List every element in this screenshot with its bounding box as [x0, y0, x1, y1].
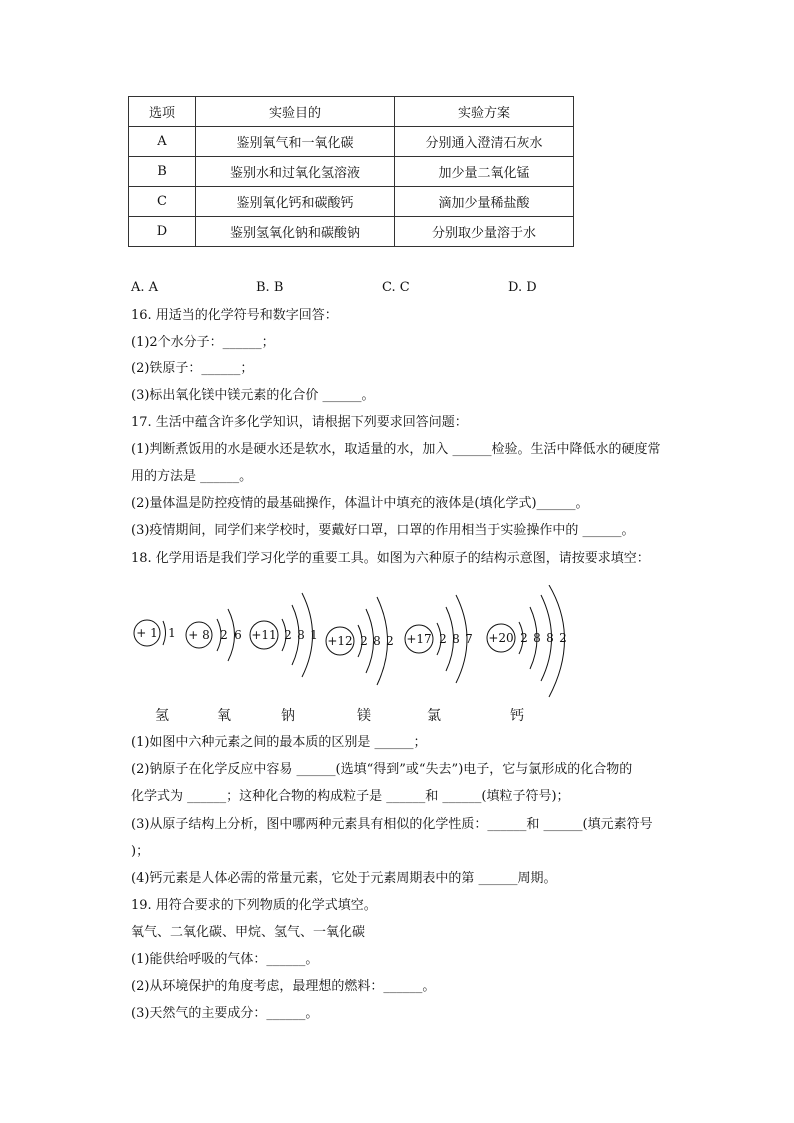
table-row: [129, 217, 574, 247]
question-18-1: (1)如图中六种元素之间的最本质的区别是 ______；: [131, 735, 427, 750]
shell-electrons: 6: [234, 628, 242, 642]
table-cell: 鉴别氢氧化钠和碳酸钠: [196, 217, 395, 247]
electron-shell-arc: [163, 621, 166, 645]
table-cell: 分别取少量溶于水: [395, 217, 574, 247]
table-cell: D: [129, 217, 196, 247]
atom-magnesium: [326, 597, 394, 685]
question-16-2: (2)铁原子：______；: [131, 361, 254, 376]
question-19-stem: 19. 用符合要求的下列物质的化学式填空。: [131, 898, 377, 913]
question-16-3: (3)标出氧化镁中镁元素的化合价 ______。: [131, 388, 375, 403]
nucleus-charge: +11: [251, 628, 277, 642]
shell-electrons: 8: [373, 634, 381, 648]
table-row: [129, 127, 574, 157]
shell-electrons: 8: [533, 631, 541, 645]
question-16-stem: 16. 用适当的化学符号和数字回答：: [131, 308, 338, 323]
question-18-2: (2)钠原子在化学反应中容易 ______(选填“得到”或“失去”)电子，它与氯形成的化合物的: [131, 762, 633, 777]
table-cell: 鉴别水和过氧化氢溶液: [196, 157, 395, 187]
question-19-3: (3)天然气的主要成分：______。: [131, 1006, 319, 1021]
shell-electrons: 7: [465, 632, 473, 646]
element-name-calcium: 钙: [510, 708, 524, 724]
shell-electrons: 8: [452, 632, 460, 646]
table-row: [129, 157, 574, 187]
choice-b: B. B: [256, 280, 284, 295]
nucleus-charge: + 1: [136, 626, 158, 640]
shell-electrons: 2: [284, 628, 292, 642]
question-16-1: (1)2个水分子：______；: [131, 335, 275, 350]
question-17-stem: 17. 生活中蕴含许多化学知识，请根据下列要求回答问题：: [131, 415, 468, 430]
table-header-cell: 实验方案: [395, 97, 574, 127]
element-name-sodium: 钠: [281, 708, 295, 724]
atom-oxygen: [186, 609, 242, 661]
shell-electrons: 1: [168, 626, 176, 640]
shell-electrons: 2: [220, 628, 228, 642]
atom-sodium: [250, 593, 318, 677]
question-19-options: 氧气、二氧化碳、甲烷、氢气、一氧化碳: [131, 925, 366, 940]
nucleus-charge: +12: [327, 634, 353, 648]
shell-electrons: 8: [546, 631, 554, 645]
atom-chlorine: [405, 595, 473, 683]
shell-electrons: 1: [310, 628, 318, 642]
atomic-structure-diagram: [0, 585, 794, 700]
question-18-3-cont: )；: [131, 844, 150, 859]
table-header-cell: 实验目的: [196, 97, 395, 127]
question-17-3: (3)疫情期间，同学们来学校时，要戴好口罩，口罩的作用相当于实验操作中的 ______。: [131, 523, 635, 538]
table-cell: C: [129, 187, 196, 217]
element-name-oxygen: 氧: [217, 708, 231, 724]
shell-electrons: 2: [520, 631, 528, 645]
table-header-cell: 选项: [129, 97, 196, 127]
element-name-hydrogen: 氢: [155, 708, 169, 724]
table-cell: 鉴别氧气和一氧化碳: [196, 127, 395, 157]
question-17-2: (2)量体温是防控疫情的最基础操作，体温计中填充的液体是(填化学式)______。: [131, 496, 589, 511]
question-18-3: (3)从原子结构上分析，图中哪两种元素具有相似的化学性质：______和 ______(填元素符号: [131, 817, 653, 832]
shell-electrons: 2: [360, 634, 368, 648]
table-row: [129, 187, 574, 217]
question-19-2: (2)从环境保护的角度考虑，最理想的燃料：______。: [131, 979, 436, 994]
table-cell: 滴加少量稀盐酸: [395, 187, 574, 217]
question-17-1-cont: 用的方法是 ______。: [131, 469, 253, 484]
choice-c: C. C: [382, 280, 410, 295]
table-header-row: [129, 97, 574, 127]
question-18-stem: 18. 化学用语是我们学习化学的重要工具。如图为六种原子的结构示意图，请按要求填空：: [131, 551, 650, 566]
nucleus-charge: + 8: [188, 628, 210, 642]
question-18-2-cont: 化学式为 ______；这种化合物的构成粒子是 ______和 ______(填粒子符号)；: [131, 789, 570, 804]
element-name-magnesium: 镁: [357, 708, 371, 724]
element-name-chlorine: 氯: [427, 708, 441, 724]
question-17-1: (1)判断煮饭用的水是硬水还是软水，取适量的水，加入 ______检验。生活中降低水的硬度常: [131, 442, 661, 457]
table-cell: 鉴别氧化钙和碳酸钙: [196, 187, 395, 217]
shell-electrons: 2: [386, 634, 394, 648]
options-table: [128, 96, 574, 247]
question-18-4: (4)钙元素是人体必需的常量元素，它处于元素周期表中的第 ______周期。: [131, 871, 557, 886]
shell-electrons: 2: [559, 631, 567, 645]
question-19-1: (1)能供给呼吸的气体：______。: [131, 952, 319, 967]
atom-calcium: [487, 585, 567, 697]
table-cell: 加少量二氧化锰: [395, 157, 574, 187]
atom-hydrogen: [134, 620, 176, 646]
table-cell: 分别通入澄清石灰水: [395, 127, 574, 157]
table-cell: B: [129, 157, 196, 187]
choice-a: A. A: [131, 280, 159, 295]
shell-electrons: 2: [439, 632, 447, 646]
nucleus-charge: +20: [488, 631, 514, 645]
table-cell: A: [129, 127, 196, 157]
shell-electrons: 8: [297, 628, 305, 642]
nucleus-charge: +17: [406, 632, 432, 646]
choice-d: D. D: [508, 280, 537, 295]
